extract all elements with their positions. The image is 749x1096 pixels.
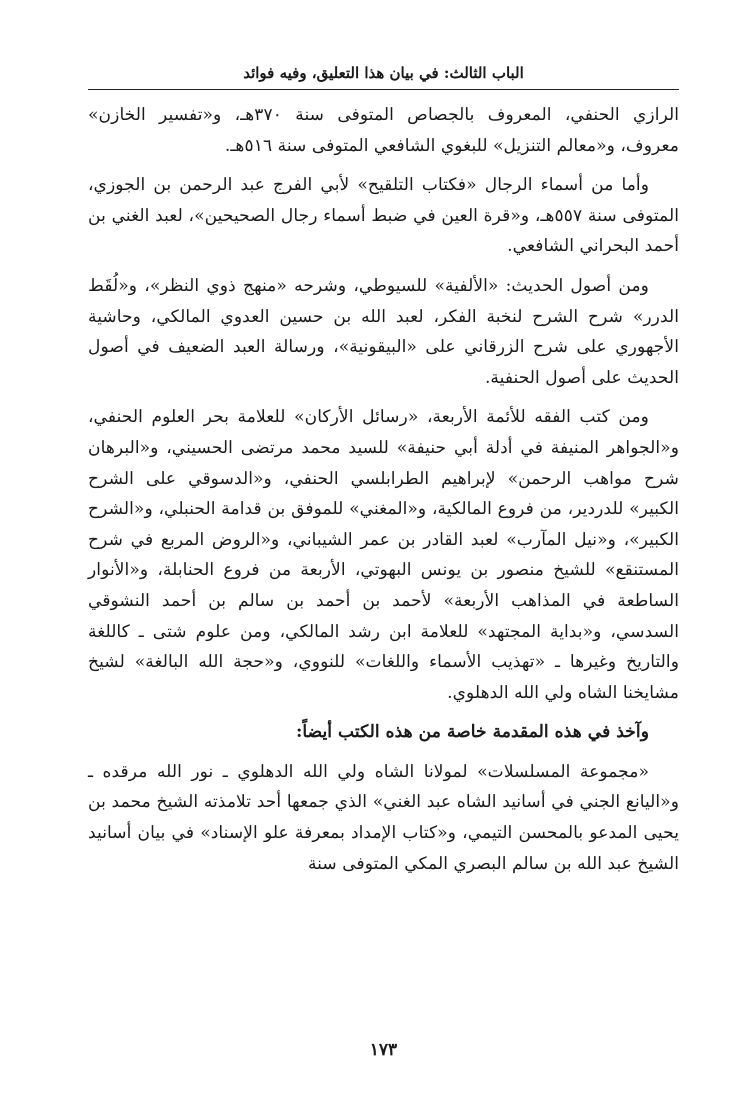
paragraph-fiqh-books: ومن كتب الفقه للأئمة الأربعة، «رسائل الأركان» للعلامة بحر العلوم الحنفي، و«الجواهر المنيفة في أدلة أبي حنيفة» للسيد محمد مرتضى الحسيني، و«البرهان شرح مواهب الرحمن» لإبراهيم الطرابلسي الحنفي، و«الدسوقي على الشرح الكبير» للدردير، من فروع المالكية، و«المغني» للموفق بن قدامة الحنبلي، و«الشرح الكبير»، و«نيل المآرب» لعبد القادر بن عمر الشيباني، و«الروض المربع في شرح المستنقع» للشيخ منصور بن يونس البهوتي، الأربعة من فروع الحنابلة، و«الأنوار الساطعة في المذاهب الأربعة» لأحمد بن أحمد بن سالم بن أحمد النشوقي السدسي، و«بداية المجتهد» للعلامة ابن رشد المالكي، ومن علوم شتى ـ كاللغة والتاريخ وغيرها ـ «تهذيب الأسماء واللغات» للنووي، و«حجة الله البالغة» لشيخ مشايخنا الشاه ولي الله الدهلوي. [88,407,679,703]
header-divider [88,89,679,90]
page-body [88,100,679,879]
section-subheading: وآخذ في هذه المقدمة خاصة من هذه الكتب أيضاً: [296,722,649,743]
paragraph-introduction-sources: «مجموعة المسلسلات» لمولانا الشاه ولي الله الدهلوي ـ نور الله مرقده ـ و«اليانع الجني في أسانيد الشاه عبد الغني» الذي جمعها أحد تلامذته الشيخ محمد بن يحيى المدعو بالمحسن التيمي، و«كتاب الإمداد بمعرفة علو الإسناد» في بيان أسانيد الشيخ عبد الله بن سالم البصري المكي المتوفى سنة [88,761,679,874]
paragraph-rijal-books: وأما من أسماء الرجال «فكتاب التلقيح» لأبي الفرج عبد الرحمن بن الجوزي، المتوفى سنة ٥٥٧هـ، و«قرة العين في ضبط أسماء رجال الصحيحين»، لعبد الغني بن أحمد البحراني الشافعي. [88,175,679,257]
running-header: الباب الثالث: في بيان هذا التعليق، وفيه فوائد [243,64,524,82]
paragraph-continuation: الرازي الحنفي، المعروف بالجصاص المتوفى سنة ٣٧٠هـ، و«تفسير الخازن» معروف، و«معالم التنزيل» للبغوي الشافعي المتوفى سنة ٥١٦هـ. [88,105,679,156]
page-number: ١٧٣ [369,1040,398,1060]
book-page [88,62,679,1072]
paragraph-hadith-principles: ومن أصول الحديث: «الألفية» للسيوطي، وشرحه «منهج ذوي النظر»، و«لُقَط الدرر» شرح الشرح لنخبة الفكر، لعبد الله بن حسين العدوي المالكي، وحاشية الأجهوري على شرح الزرقاني على «البيقونية»، ورسالة العبد الضعيف في أصول الحديث على أصول الحنفية. [88,275,679,388]
